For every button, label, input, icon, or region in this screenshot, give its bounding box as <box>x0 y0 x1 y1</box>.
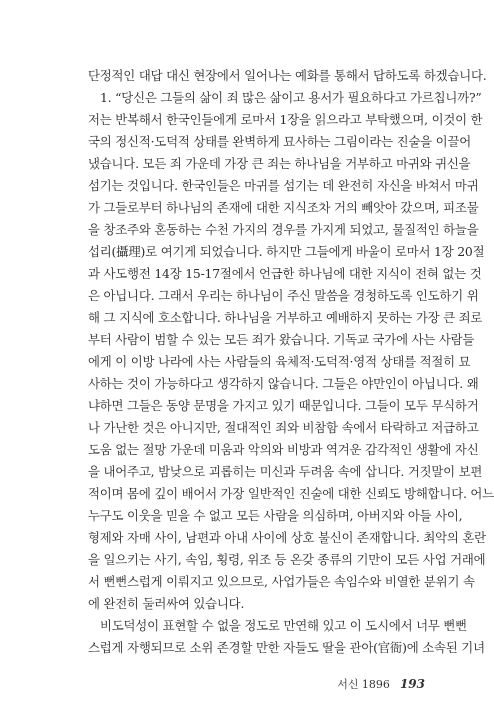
text-line: 적이며 몸에 깊이 배어서 가장 일반적인 진술에 대한 신뢰도 방해합니다. 어느 <box>88 486 494 501</box>
text-line: 섬기는 것입니다. 한국인들은 마귀를 섬기는 데 완전히 자신을 바쳐서 마귀 <box>88 178 479 193</box>
text-line: 섭리(攝理)로 여기게 되었습니다. 하지만 그들에게 바울이 로마서 1장 20절 <box>88 244 485 259</box>
text-line: 국의 정신적·도덕적 상태를 완벽하게 묘사하는 그림이라는 진술을 이끌어 <box>88 134 471 149</box>
text-line: 과 사도행전 14장 15-17절에서 언급한 하나님에 대한 지식이 전혀 없는 것 <box>88 266 482 281</box>
text-line: 1. “당신은 그들의 삶이 죄 많은 삶이고 용서가 필요하다고 가르칩니까?” <box>100 90 482 105</box>
text-line: 에 완전히 둘러싸여 있습니다. <box>88 596 245 611</box>
text-line: 에게 이 이방 나라에 사는 사람들의 육체적·도덕적·영적 상태를 적절히 묘 <box>88 354 471 369</box>
text-line: 나 가난한 것은 아니지만, 절대적인 죄와 비참함 속에서 타락하고 저급하고 <box>88 420 479 435</box>
text-line: 저는 반복해서 한국인들에게 로마서 1장을 읽으라고 부탁했으며, 이것이 한 <box>88 112 483 127</box>
text-line: 도움 없는 절망 가운데 미움과 악의와 비방과 역겨운 감각적인 생활에 자신 <box>88 442 479 457</box>
running-head: 서신 1896 <box>337 678 390 691</box>
text-line: 가 그들로부터 하나님의 존재에 대한 지식조차 거의 빼앗아 갔으며, 피조물 <box>88 200 479 215</box>
text-line: 누구도 이웃을 믿을 수 없고 모든 사람을 의심하며, 아버지와 아들 사이, <box>88 508 463 523</box>
text-line: 부터 사람이 범할 수 있는 모든 죄가 왔습니다. 기독교 국가에 사는 사람들 <box>88 332 475 347</box>
text-line: 비도덕성이 표현할 수 없을 정도로 만연해 있고 이 도시에서 너무 뻔뻔 <box>100 618 467 633</box>
page-number: 193 <box>399 677 425 691</box>
text-line: 형제와 자매 사이, 남편과 아내 사이에 상호 불신이 존재합니다. 최악의 혼란 <box>88 530 486 545</box>
text-line: 은 아닙니다. 그래서 우리는 하나님이 주신 말씀을 경청하도록 인도하기 위 <box>88 288 479 303</box>
page-footer <box>337 676 425 692</box>
text-line: 을 일으키는 사기, 속임, 횡령, 위조 등 온갖 종류의 기만이 모든 사업 거래에 <box>88 552 486 567</box>
text-line: 단정적인 대답 대신 현장에서 일어나는 예화를 통해서 답하도록 하겠습니다. <box>88 68 487 83</box>
text-line: 을 내어주고, 밤낮으로 괴롭히는 미신과 두려움 속에 삽니다. 거짓말이 보편 <box>88 464 483 479</box>
text-line: 사하는 것이 가능하다고 생각하지 않습니다. 그들은 야만인이 아닙니다. 왜 <box>88 376 479 391</box>
text-line: 을 창조주와 혼동하는 수천 가지의 경우를 가지게 되었고, 물질적인 하늘을 <box>88 222 479 237</box>
text-line: 냐하면 그들은 동양 문명을 가지고 있기 때문입니다. 그들이 모두 무식하거 <box>88 398 479 413</box>
text-line: 냈습니다. 모든 죄 가운데 가장 큰 죄는 하나님을 거부하고 마귀와 귀신을 <box>88 156 471 171</box>
text-line: 서 뻔뻔스럽게 이뤄지고 있으므로, 사업가들은 속임수와 비열한 분위기 속 <box>88 574 475 589</box>
text-line: 해 그 지식에 호소합니다. 하나님을 거부하고 예배하지 못하는 가장 큰 죄로 <box>88 310 483 325</box>
text-line: 스럽게 자행되므로 소위 존경할 만한 자들도 딸을 관아(官衙)에 소속된 기녀 <box>88 640 485 655</box>
